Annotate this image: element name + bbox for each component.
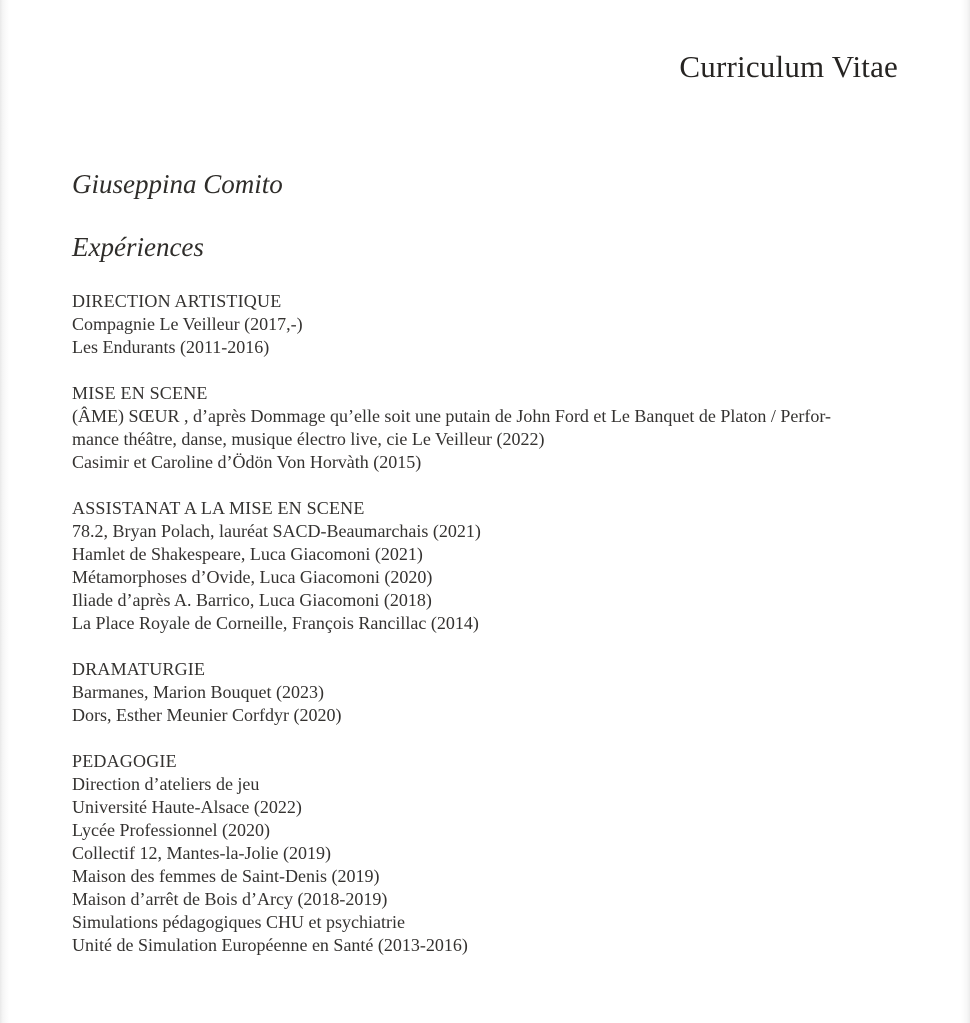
- section-line: Simulations pédagogiques CHU et psychiatrie: [72, 912, 405, 932]
- section-line: Direction d’ateliers de jeu: [72, 774, 260, 794]
- section-line: Unité de Simulation Européenne en Santé (2013-2016): [72, 935, 468, 955]
- section-line: mance théâtre, danse, musique électro live, cie Le Veilleur (2022): [72, 429, 545, 449]
- section-line: Université Haute-Alsace (2022): [72, 797, 302, 817]
- section-line: Métamorphoses d’Ovide, Luca Giacomoni (2020): [72, 567, 433, 587]
- section-line: La Place Royale de Corneille, François Rancillac (2014): [72, 613, 479, 633]
- section-line: Iliade d’après A. Barrico, Luca Giacomoni (2018): [72, 590, 432, 610]
- person-name: Giuseppina Comito: [72, 169, 283, 199]
- section-heading: DIRECTION ARTISTIQUE: [72, 291, 282, 311]
- section-line: Compagnie Le Veilleur (2017,-): [72, 314, 303, 334]
- sections-container: [72, 290, 898, 957]
- section-line: Lycée Professionnel (2020): [72, 820, 270, 840]
- section-dramaturgie: [72, 658, 898, 727]
- experiences-heading: Expériences: [72, 232, 204, 262]
- section-line: 78.2, Bryan Polach, lauréat SACD-Beaumarchais (2021): [72, 521, 481, 541]
- section-line: Barmanes, Marion Bouquet (2023): [72, 682, 324, 702]
- section-line: (ÂME) SŒUR , d’après Dommage qu’elle soit une putain de John Ford et Le Banquet de Platon / Perfor-: [72, 406, 831, 426]
- section-line: Maison des femmes de Saint-Denis (2019): [72, 866, 380, 886]
- section-line: Collectif 12, Mantes-la-Jolie (2019): [72, 843, 331, 863]
- section-heading: PEDAGOGIE: [72, 751, 177, 771]
- section-line: Hamlet de Shakespeare, Luca Giacomoni (2021): [72, 544, 423, 564]
- section-heading: DRAMATURGIE: [72, 659, 206, 679]
- section-heading: ASSISTANAT A LA MISE EN SCENE: [72, 498, 365, 518]
- section-line: Casimir et Caroline d’Ödön Von Horvàth (2015): [72, 452, 422, 472]
- section-heading: MISE EN SCENE: [72, 383, 208, 403]
- section-line: Maison d’arrêt de Bois d’Arcy (2018-2019): [72, 889, 388, 909]
- section-line: Dors, Esther Meunier Corfdyr (2020): [72, 705, 342, 725]
- section-direction-artistique: [72, 290, 898, 359]
- section-assistanat: [72, 497, 898, 635]
- section-pedagogie: [72, 750, 898, 957]
- section-mise-en-scene: [72, 382, 898, 474]
- document-title: Curriculum Vitae: [679, 49, 898, 84]
- section-line: Les Endurants (2011-2016): [72, 337, 270, 357]
